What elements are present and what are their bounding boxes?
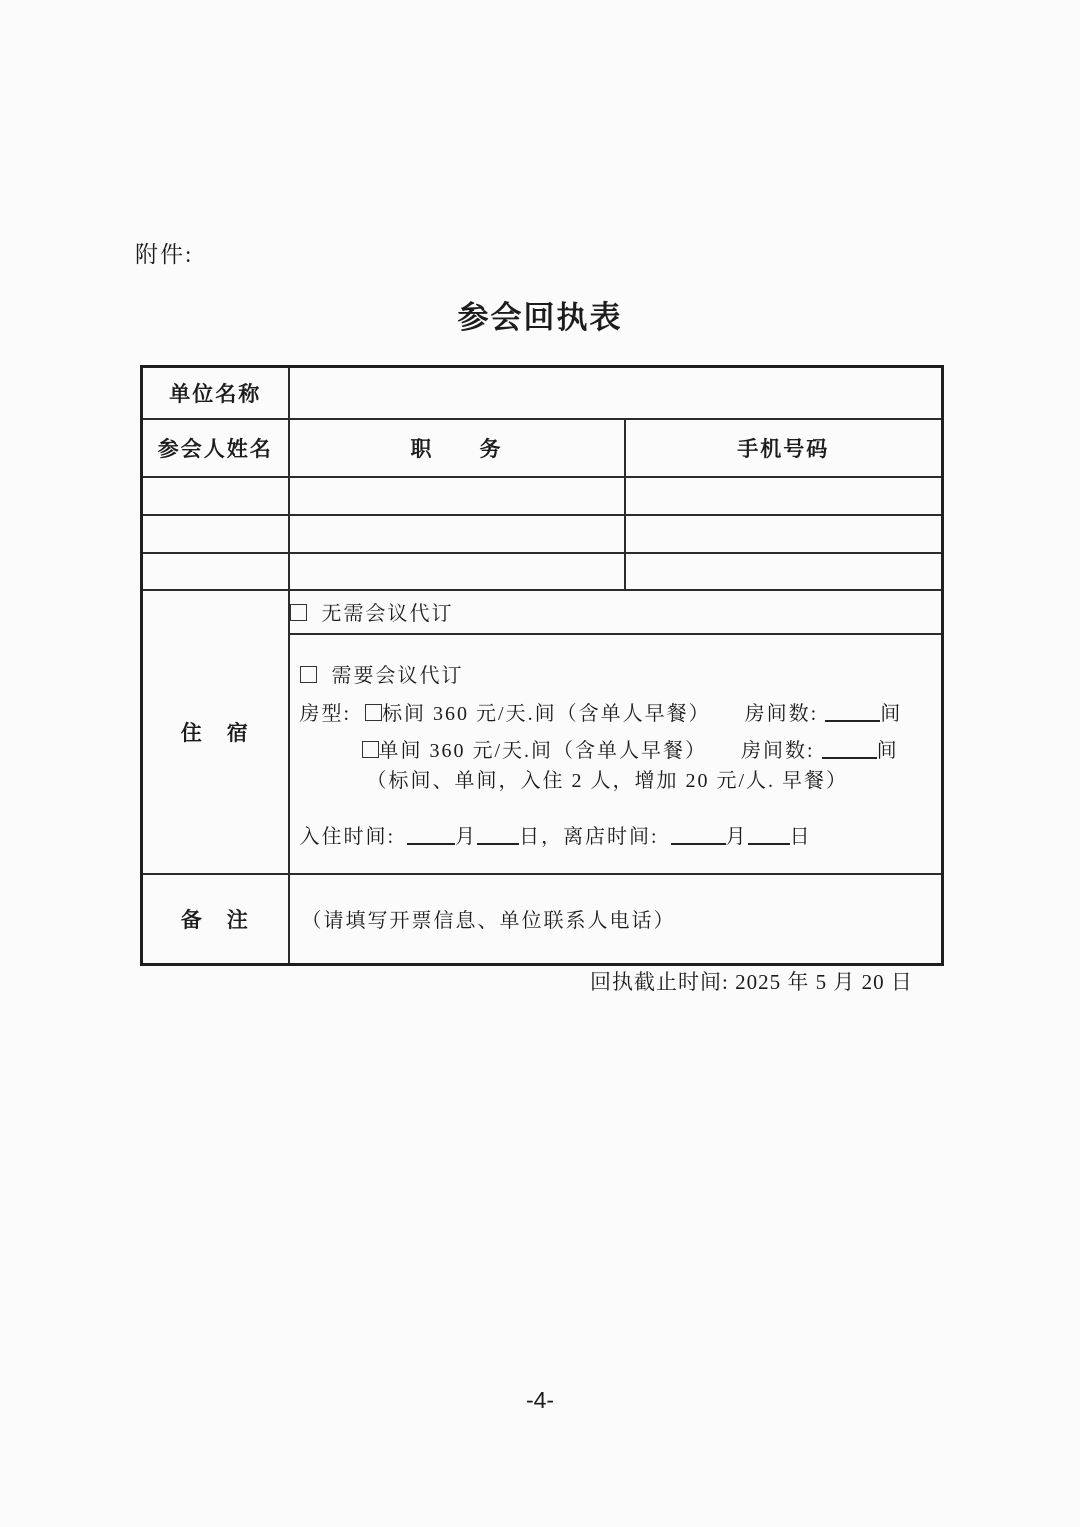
remarks-label: 备 注 — [142, 874, 289, 965]
remarks-row — [142, 874, 943, 965]
room-count-label: 房间数: — [741, 739, 815, 762]
booking-details — [290, 635, 942, 873]
page-number: -4- — [525, 1387, 555, 1413]
room-extra-note: （标间、单间，入住 2 人，增加 20 元/人. 早餐） — [366, 769, 849, 792]
mobile-cell — [625, 477, 943, 515]
page-title: 参会回执表 — [457, 300, 623, 335]
position-cell — [289, 515, 625, 553]
unit-name-value-cell — [289, 367, 943, 419]
mobile-label: 手机号码 — [625, 419, 943, 477]
checkin-month-blank — [407, 841, 455, 845]
position-cell — [289, 477, 625, 515]
mobile-cell — [625, 515, 943, 553]
checkout-month-blank — [671, 841, 726, 845]
need-booking-option — [300, 663, 464, 689]
room-type-prefix: 房型: — [299, 702, 352, 725]
single-room-option — [362, 738, 899, 764]
checkin-checkout-line — [300, 824, 812, 850]
checkout-month-text: 月 — [725, 825, 748, 848]
remarks-cell — [289, 874, 943, 965]
row-column-headers — [142, 419, 943, 477]
room-count-unit: 间 — [880, 702, 903, 725]
single-room-text: 单间 360 元/天.间（含单人早餐） — [378, 739, 708, 762]
standard-room-text: 标间 360 元/天.间（含单人早餐） — [382, 702, 711, 725]
mobile-cell — [625, 553, 943, 590]
checkin-day-blank — [477, 841, 519, 845]
unit-name-label: 单位名称 — [142, 367, 289, 419]
row-unit-name — [142, 367, 943, 419]
participant-name-label: 参会人姓名 — [142, 419, 289, 477]
no-booking-option — [289, 590, 943, 634]
checkout-label: 离店时间: — [563, 825, 659, 848]
position-label: 职 务 — [289, 419, 625, 477]
room-count-unit: 间 — [876, 739, 899, 762]
accommodation-label: 住 宿 — [142, 590, 289, 874]
checkin-day-text: 日， — [519, 825, 564, 848]
room-count-blank — [825, 718, 880, 722]
reply-deadline: 回执截止时间: 2025 年 5 月 20 日 — [590, 970, 913, 994]
attachment-label: 附件: — [135, 242, 194, 267]
accommodation-no-booking-row — [142, 590, 943, 634]
no-booking-checkbox-icon — [290, 604, 307, 621]
standard-room-option — [300, 701, 903, 727]
booking-details-cell — [289, 634, 943, 874]
participant-row-2 — [142, 515, 943, 553]
name-cell — [142, 515, 289, 553]
checkin-month-text: 月 — [455, 825, 478, 848]
participant-row-1 — [142, 477, 943, 515]
checkout-day-blank — [748, 841, 790, 845]
remarks-note: （请填写开票信息、单位联系人电话） — [301, 910, 676, 933]
need-booking-text: 需要会议代订 — [331, 664, 464, 687]
name-cell — [142, 553, 289, 590]
no-booking-text: 无需会议代订 — [321, 603, 454, 625]
room-count-blank — [822, 755, 877, 759]
standard-room-checkbox-icon — [365, 704, 382, 721]
participant-row-3 — [142, 553, 943, 590]
reply-form-table — [140, 365, 944, 966]
checkout-day-text: 日 — [789, 825, 812, 848]
position-cell — [289, 553, 625, 590]
need-booking-checkbox-icon — [300, 666, 317, 683]
single-room-checkbox-icon — [362, 741, 379, 758]
name-cell — [142, 477, 289, 515]
room-count-label: 房间数: — [744, 702, 819, 725]
checkin-label: 入住时间: — [299, 825, 396, 848]
